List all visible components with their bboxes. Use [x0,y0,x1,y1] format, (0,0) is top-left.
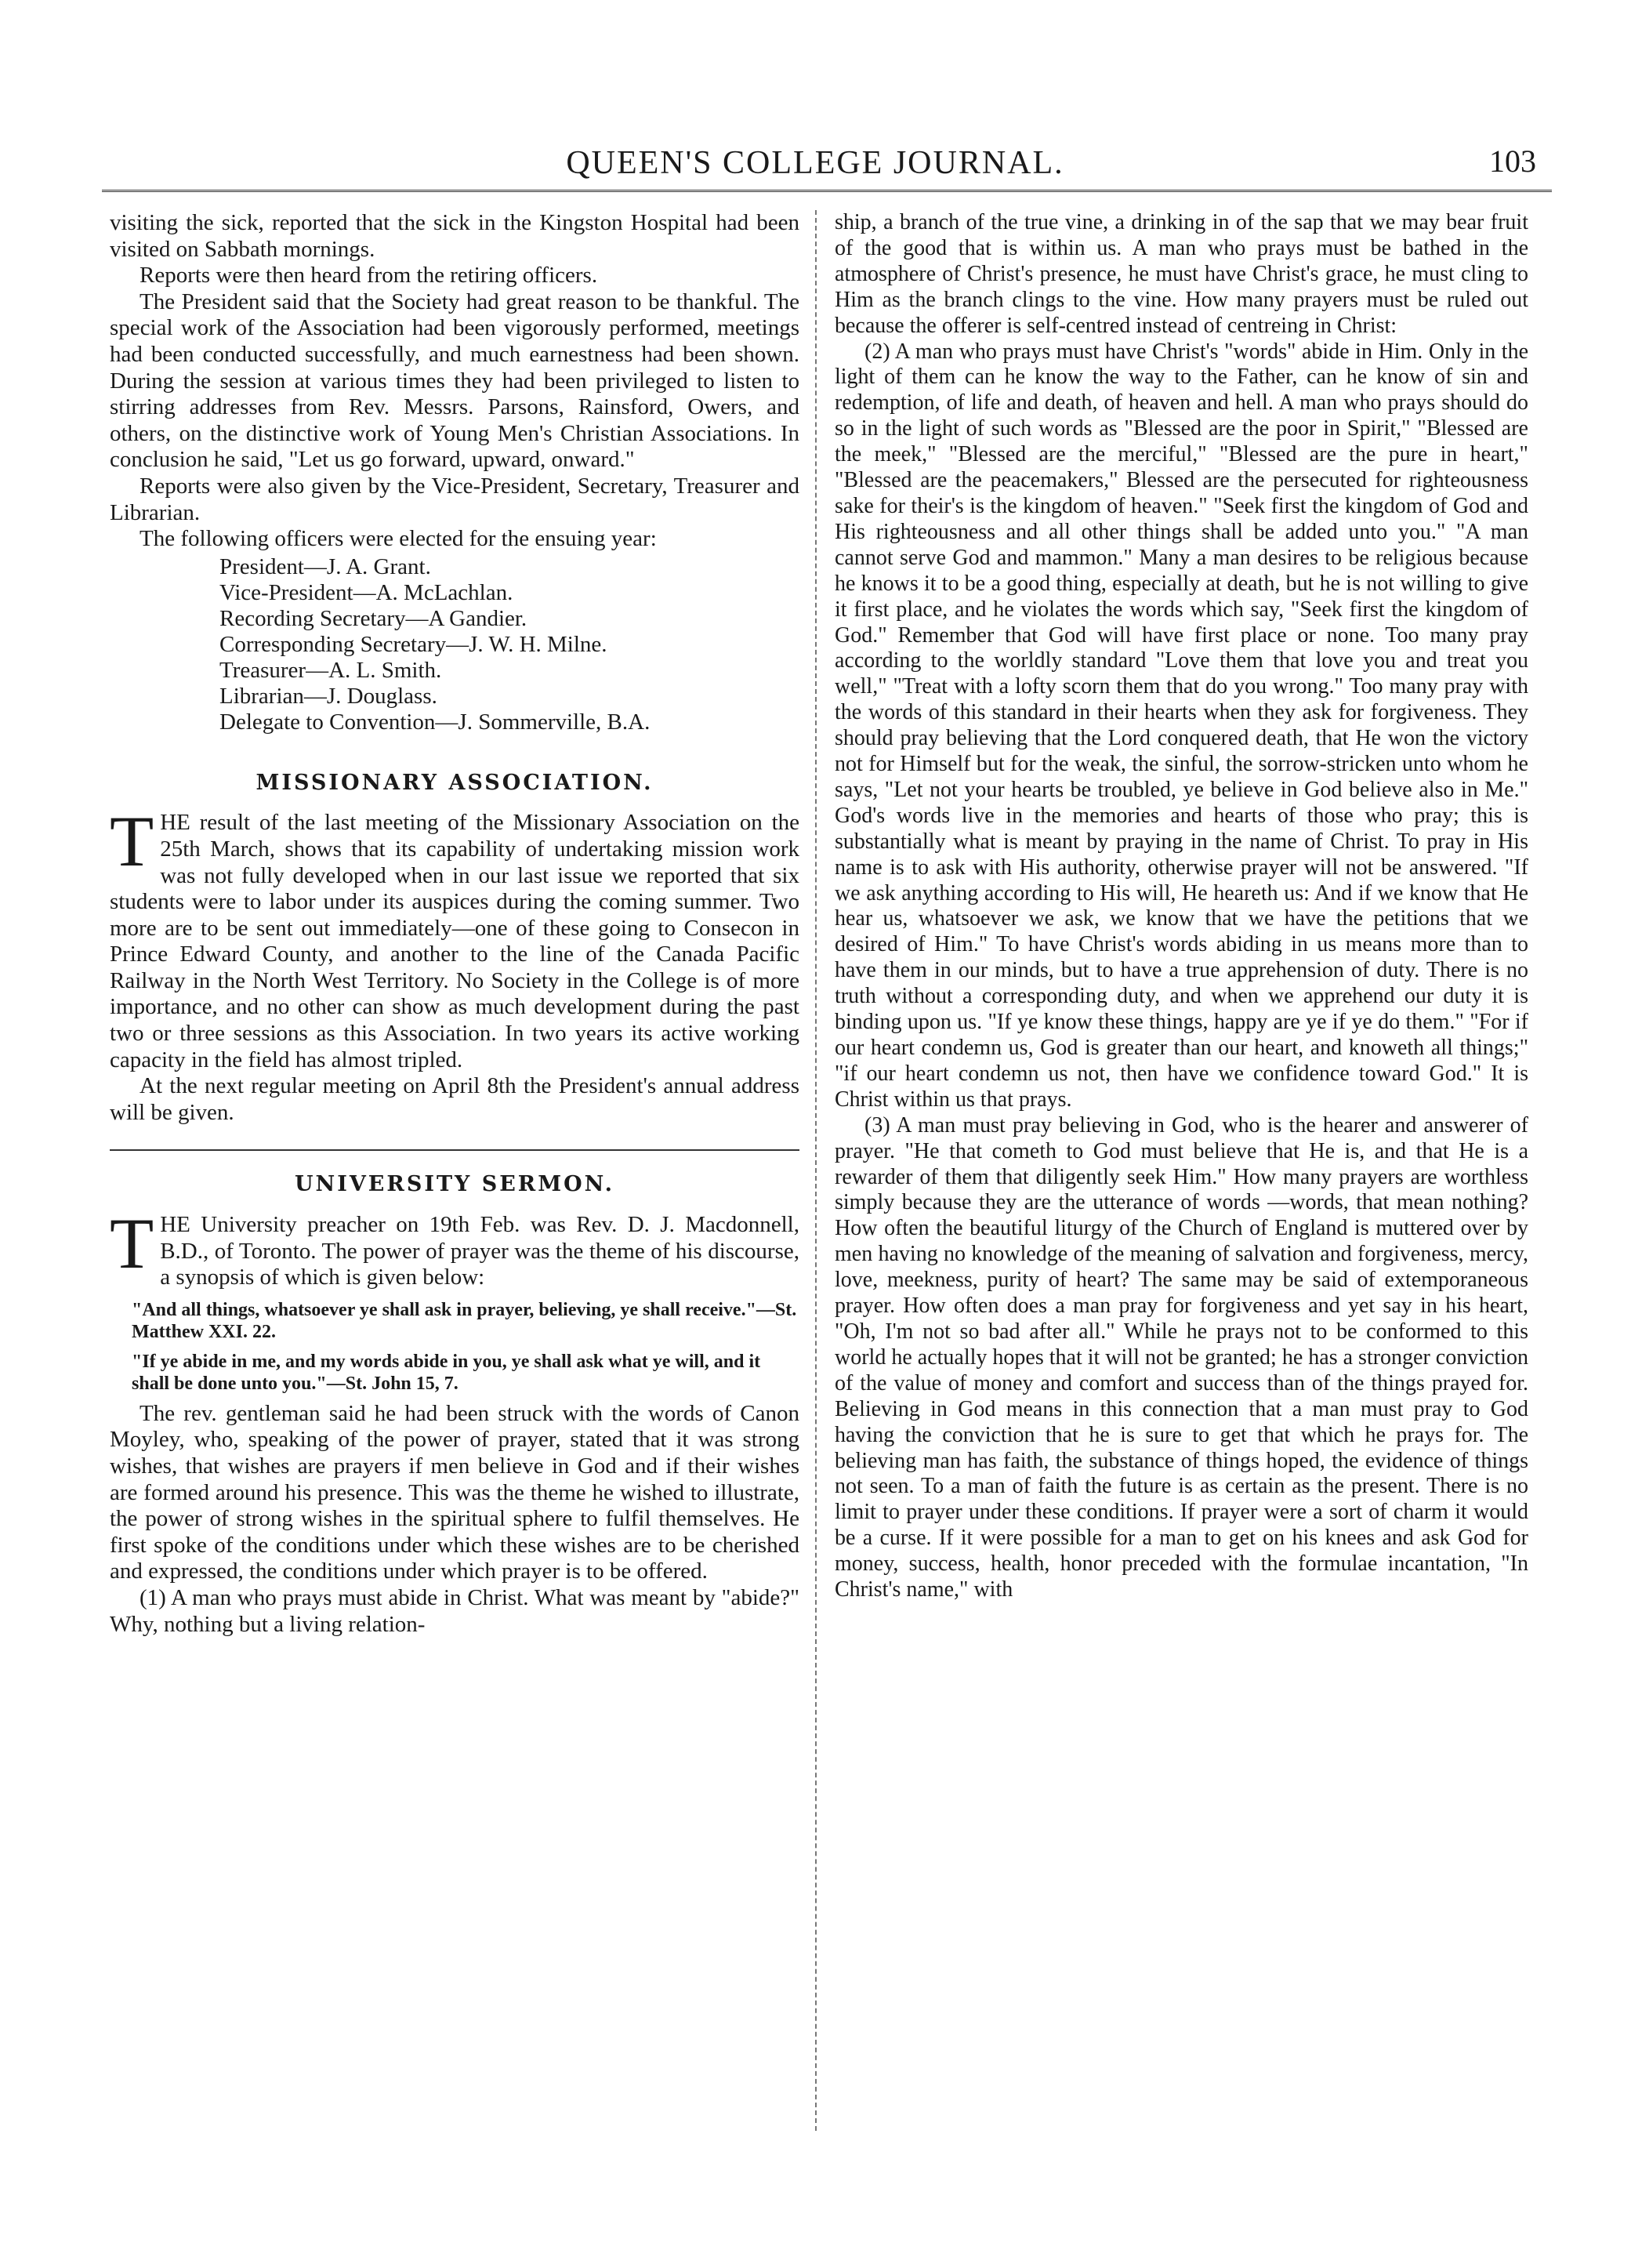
right-column [835,210,1528,1603]
officer-entry: Recording Secretary—A Gandier. [219,605,527,631]
page-number: 103 [1489,143,1536,179]
journal-title: QUEEN'S COLLEGE JOURNAL. [566,145,1064,181]
running-head [102,132,1552,187]
section-rule [110,1149,799,1151]
quote-text: "If ye abide in me, and my words abide in you, ye shall ask what ye will, and it shall be done unto you."—St. John 15, 7. [132,1351,761,1394]
scripture-quote [132,1351,799,1395]
drop-cap: T [110,1203,154,1284]
paragraph: At the next regular meeting on April 8th the President's annual address will be given. [110,1073,799,1125]
paragraph: The rev. gentleman said he had been struck with the words of Canon Moyley, who, speaking of the power of prayer, stated that it was strong wishes, that wishes are prayers if men believe in God and if their wishes are formed around his presence. This was the theme he wished to illustrate, the power of strong wishes in the spiritual sphere to fulfil themselves. He first spoke of the conditions under which these wishes are to be cherished and expressed, the conditions under which prayer is to be offered. [110,1400,799,1584]
paragraph: visiting the sick, reported that the sick in the Kingston Hospital had been visited on Sabbath mornings. [110,210,799,262]
officer-entry: Treasurer—A. L. Smith. [219,657,442,683]
officer-entry: Vice-President—A. McLachlan. [219,579,513,605]
column-divider [815,210,817,2131]
paragraph: Reports were then heard from the retiring officers. [140,263,598,288]
paragraph-text: HE University preacher on 19th Feb. was Rev. D. J. Macdonnell, B.D., of Toronto. The power of prayer was the theme of his discourse, a synopsis of which is given below: [160,1212,799,1290]
paragraph: The President said that the Society had great reason to be thankful. The special work of the Association had been vigorously performed, meetings had been conducted successfully, and much earnestness had been shown. During the session at various times they had been privileged to listen to stirring addresses from Rev. Messrs. Parsons, Rainsford, Owers, and others, on the distinctive work of Young Men's Christian Associations. In conclusion he said, "Let us go forward, upward, onward." [110,288,799,473]
paragraph: (2) A man who prays must have Christ's "words" abide in Him. Only in the light of them can he know the way to the Father, can he know of sin and redemption, of life and death, of heaven and hell. A man who prays should do so in the light of such words as "Blessed are the poor in Spirit," "Blessed are the meek," "Blessed are the merciful," "Blessed are the pure in heart," "Blessed are the peacemakers," Blessed are the persecuted for righteousness sake for their's is the kingdom of heaven." "Seek first the kingdom of God and His righteousness and all other things shall be added unto you." "A man cannot serve God and mammon." Many a man desires to be religious because he knows it to be a good thing, especially at death, but he is not willing to give it first place, and he violates the words which say, "Seek first the kingdom of God." Remember that God will have first place or none. Too many pray according to the worldly standard "Love them that love you and treat you well," "Treat with a lofty scorn them that do you wrong." Too many pray with the words of this standard in their hearts when they ask for forgiveness. They should pray believing that the Lord conquered death, that He won the victory not for Himself but for the weak, the sinful, the sorrow-stricken unto whom he says, "Let not your hearts be troubled, ye believe in God believe also in Me." God's words live in the memories and hearts of those who pray; this is substantially what is meant by praying in the name of Christ. To pray in His name is to ask with His authority, otherwise prayer will not be answered. "If we ask anything according to His will, He heareth us: And if we know that He hear us, whatsoever we ask, we know that we have the petitions that we desired of Him." To have Christ's words abiding in us means more than to have them in our minds, but to have a true apprehension of duty. There is no truth without a corresponding duty, and when we apprehend our duty it is binding upon us. "If ye know these things, happy are ye if ye do them." "For if our heart condemn us, God is greater than our heart, and knoweth all things;" "if our heart condemn us not, then have we confidence toward God." It is Christ within us that prays. [835,339,1528,1112]
left-column [110,210,799,1638]
paragraph: (3) A man must pray believing in God, who is the hearer and answerer of prayer. "He that cometh to God must believe that He is, and that He is a rewarder of them that diligently seek Him." How many prayers are worthless simply because they are the utterance of words —words, that mean nothing? How often the beautiful liturgy of the Church of England is muttered over by men having no knowledge of the meaning of salvation and forgiveness, mercy, love, meekness, purity of heart? The same may be said of extemporaneous prayer. How often does a man pray for forgiveness and yet say in his heart, "Oh, I'm not so bad after all." While he prays not to be conformed to this world he actually hopes that it will not be granted; he has a stronger conviction of the value of money and comfort and success than of the things prayed for. Believing in God means in this connection that a man must pray to God having the conviction that he is sure to get that which he prays for. The believing man has faith, the substance of things hoped, the evidence of things not seen. To a man of faith the future is as certain as the present. There is no limit to prayer under these conditions. If prayer were a sort of charm it would be a curse. If it were possible for a man to get on his knees and ask God for money, success, health, honor preceded with the formulae incantation, "In Christ's name," with [835,1112,1528,1602]
officer-entry: Librarian—J. Douglass. [219,683,437,709]
drop-cap: T [110,801,154,882]
officer-entry: Corresponding Secretary—J. W. H. Milne. [219,631,607,657]
paragraph: ship, a branch of the true vine, a drinking in of the sap that we may bear fruit of the good that is within us. A man who prays must be bathed in the atmosphere of Christ's presence, he must have Christ's grace, he must cling to Him as the branch clings to the vine. How many prayers must be ruled out because the offerer is self-centred instead of centreing in Christ: [835,210,1528,338]
paragraph [110,1203,799,1291]
paragraph: Reports were also given by the Vice-President, Secretary, Treasurer and Librarian. [110,473,799,525]
paragraph [110,801,799,1073]
scripture-quote [132,1299,799,1343]
header-rule [102,190,1552,192]
quote-text: "And all things, whatsoever ye shall ask in prayer, believing, ye shall receive."—St. Matthew XXI. 22. [132,1299,797,1342]
officer-entry: President—J. A. Grant. [219,553,431,579]
paragraph-text: HE result of the last meeting of the Missionary Association on the 25th March, shows that its capability of undertaking mission work was not fully developed when in our last issue we reported that six students were to labor under its auspices during the coming summer. Two more are to be sent out immediately—one of these going to Consecon in Prince Edward County, and another to the line of the Canada Pacific Railway in the North West Territory. No Society in the College is of more importance, and no other can show as much development during the past two or three sessions as this Association. In two years its active working capacity in the field has almost tripled. [110,810,799,1072]
section-heading-sermon: UNIVERSITY SERMON. [295,1172,614,1197]
officer-entry: Delegate to Convention—J. Sommerville, B.A. [219,709,651,735]
paragraph: The following officers were elected for the ensuing year: [140,526,657,552]
section-heading-missionary: MISSIONARY ASSOCIATION. [256,770,654,795]
officers-list [219,554,799,735]
paragraph: (1) A man who prays must abide in Christ. What was meant by "abide?" Why, nothing but a living relation- [110,1584,799,1637]
